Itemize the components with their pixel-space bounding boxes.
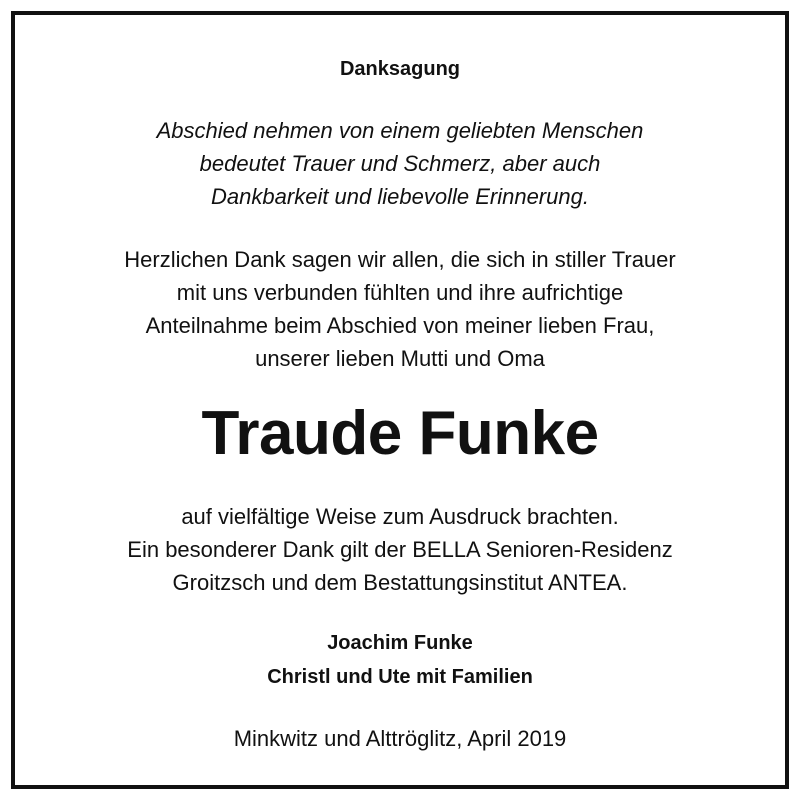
thanks-line: Anteilnahme beim Abschied von meiner lieben Frau,: [145, 313, 655, 338]
notice-heading: Danksagung: [339, 58, 461, 80]
closing-line: Groitzsch und dem Bestattungsinstitut ANTEA.: [172, 570, 628, 595]
signer-name: Joachim Funke: [327, 632, 473, 654]
closing-line: auf vielfältige Weise zum Ausdruck brachten.: [181, 504, 619, 529]
quote-line: Abschied nehmen von einem geliebten Menschen: [156, 118, 644, 143]
quote-line: Dankbarkeit und liebevolle Erinnerung.: [211, 184, 589, 209]
deceased-name: Traude Funke: [201, 399, 599, 468]
obituary-notice: [11, 11, 789, 789]
thanks-line: unserer lieben Mutti und Oma: [255, 346, 545, 371]
thanks-line: Herzlichen Dank sagen wir allen, die sich in stiller Trauer: [124, 247, 676, 272]
signer-name: Christl und Ute mit Familien: [267, 666, 533, 688]
closing-line: Ein besonderer Dank gilt der BELLA Senioren-Residenz: [127, 537, 673, 562]
thanks-line: mit uns verbunden fühlten und ihre aufrichtige: [176, 280, 624, 305]
quote-line: bedeutet Trauer und Schmerz, aber auch: [199, 151, 601, 176]
place-and-date: Minkwitz und Alttröglitz, April 2019: [233, 726, 567, 751]
